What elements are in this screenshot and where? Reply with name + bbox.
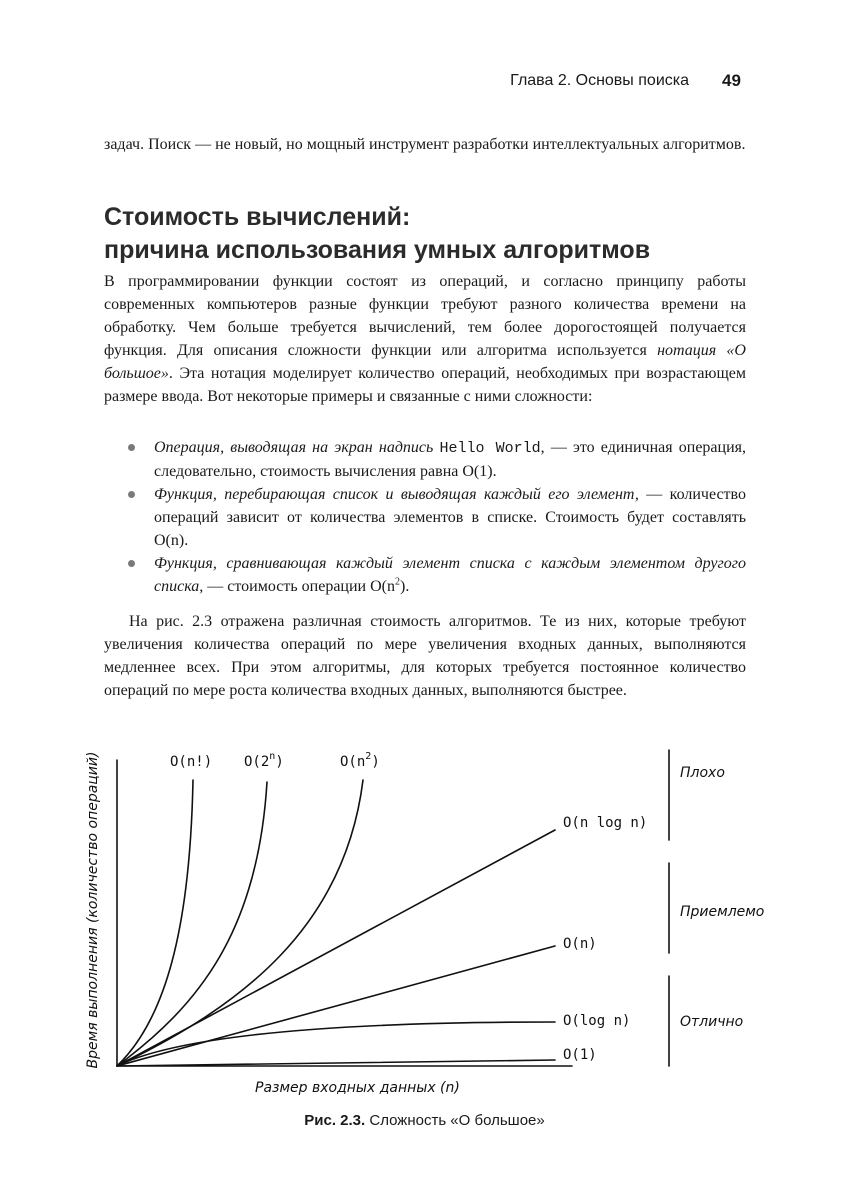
list-item-italic: Функция, сравнивающая каждый элемент списка с каждым элементом другого списка, [154, 555, 746, 595]
running-header [0, 70, 849, 94]
label-log: O(log n) [563, 1013, 631, 1029]
paragraph-text-before: В программировании функции состоят из операций, и согласно принципу работы современных компьютеров разные функции требуют разного количества времени на обработку. Чем больше требуется вычислений, тем более дорогостоящей получается функция. Для описания сложности функции или алгоритма используется [104, 273, 746, 359]
curve-quadratic [117, 780, 363, 1066]
zone-label-excellent: Отлично [680, 1014, 744, 1030]
label-exponential: O(2$^n$) [244, 751, 284, 770]
list-item-text-end: ). [400, 578, 410, 595]
code-snippet: Hello World [439, 440, 541, 457]
heading-line-2: причина использования умных алгоритмов [104, 236, 651, 264]
figure-caption [0, 1112, 849, 1129]
paragraph-intro [104, 133, 746, 156]
list-item [104, 552, 746, 598]
list-item-italic: Операция, выводящая на экран надпись [154, 439, 440, 456]
zone-label-acceptable: Приемлемо [680, 904, 765, 920]
chapter-title: Глава 2. Основы поиска [510, 72, 689, 89]
curve-factorial [117, 780, 193, 1066]
paragraph-text: задач. Поиск — не новый, но мощный инструмент разработки интеллектуальных алгоритмов. [104, 136, 746, 153]
label-constant: O(1) [563, 1047, 597, 1063]
paragraph-text-after: . Эта нотация моделирует количество операций, необходимых при возрастающем размере ввода. Вот некоторые примеры и связанные с ними сложности: [104, 365, 746, 405]
label-linear: O(n) [563, 936, 597, 952]
y-axis-label: Время выполнения (количество операций) [85, 751, 101, 1069]
curve-log [117, 1022, 555, 1066]
caption-number: Рис. 2.3. [304, 1112, 366, 1129]
list-item-text: — стоимость операции O(n [203, 578, 395, 595]
curve-constant [117, 1060, 555, 1066]
paragraph-figure-ref [104, 610, 746, 702]
page-number: 49 [722, 71, 741, 90]
superscript: 2 [395, 576, 400, 588]
list-item [104, 483, 746, 552]
x-axis-label: Размер входных данных (n) [255, 1080, 460, 1096]
paragraph-notation [104, 270, 746, 408]
list-item-text: , — это единичная операция, следовательно, стоимость вычисления равна O(1). [154, 439, 747, 480]
list-item [104, 436, 746, 483]
label-nlogn: O(n log n) [563, 815, 648, 831]
section-heading [104, 201, 764, 267]
emphasized-term: нотация «О большое» [104, 342, 746, 382]
label-quadratic: $O(n^2)$ [340, 751, 380, 770]
paragraph-text: На рис. 2.3 отражена различная стоимость алгоритмов. Те из них, которые требуют увеличения количества операций по мере увеличения входных данных, выполняются медленнее всех. При этом алгоритмы, для которых требуется постоянное количество операций по мере роста количества входных данных, выполняются быстрее. [104, 613, 746, 699]
bullet-list [104, 436, 746, 598]
heading-line-1: Стоимость вычислений: [104, 203, 411, 231]
list-item-text: — количество операций зависит от количества элементов в списке. Стоимость будет составлять O(n). [154, 486, 746, 549]
list-item-italic: Функция, перебирающая список и выводящая каждый его элемент, [154, 486, 639, 503]
big-o-complexity-figure [0, 720, 849, 1110]
label-factorial: O(n!) [170, 754, 213, 770]
paragraph-text [104, 270, 746, 408]
curve-nlogn [117, 830, 555, 1066]
caption-text: Сложность «О большое» [365, 1112, 545, 1129]
curve-linear [117, 946, 555, 1066]
zone-label-bad: Плохо [680, 765, 725, 781]
